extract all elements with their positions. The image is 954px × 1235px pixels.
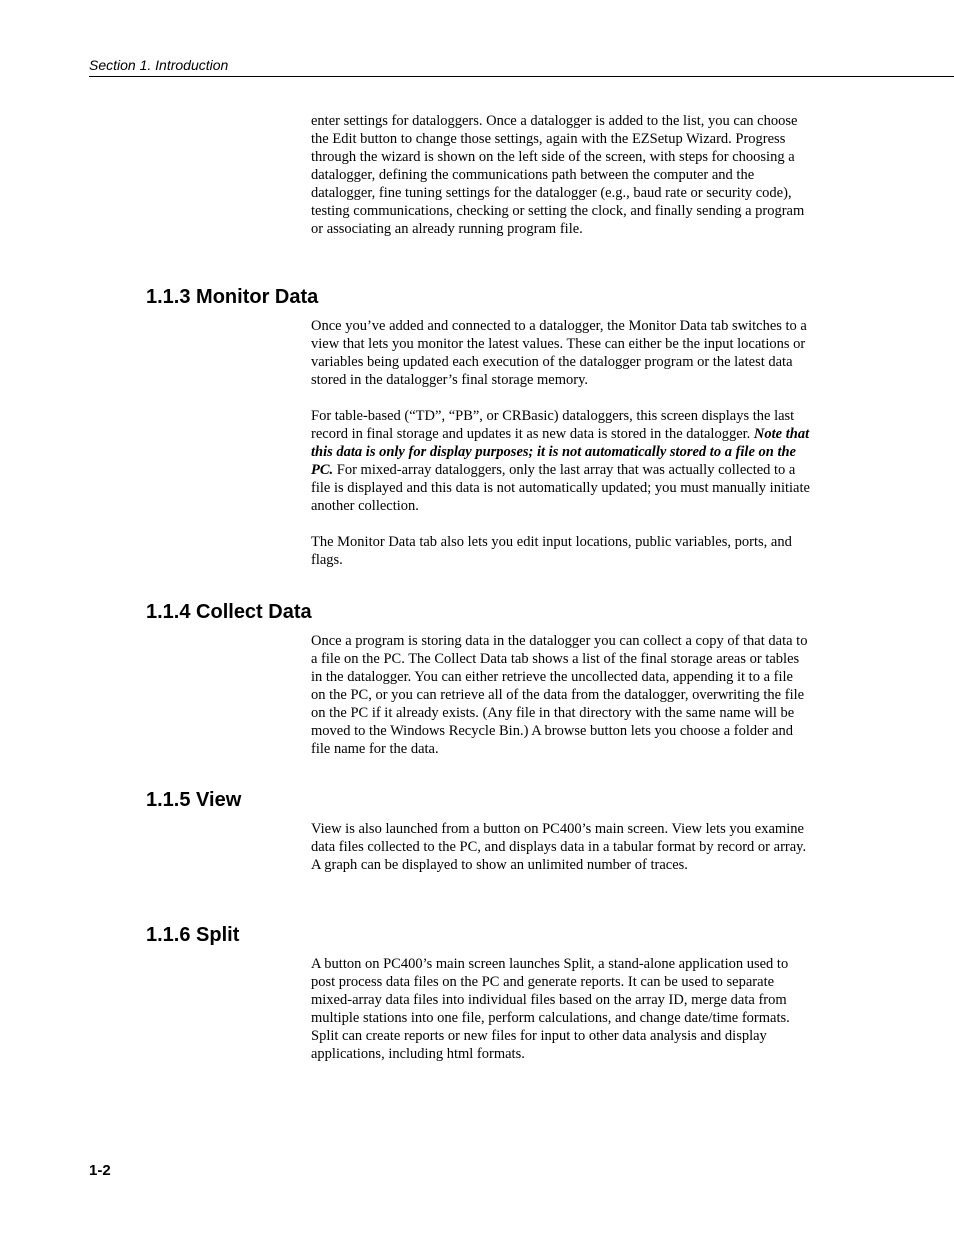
section-collect-data [146,600,811,758]
collect-data-paragraph-1: Once a program is storing data in the datalogger you can collect a copy of that data to a file on the PC. The Collect Data tab shows a list of the final storage areas or tables in the datalogger. You can either retrieve the uncollected data, appending it to a file on the PC, or you can retrieve all of the data from the datalogger, overwriting the file on the PC if it already exists. (Any file in that directory with the same name will be moved to the Windows Recycle Bin.) A browse button lets you choose a folder and file name for the data. [311,633,808,757]
section-heading-collect-data: 1.1.4 Collect Data [146,601,312,623]
monitor-data-p2-text-before: For table-based (“TD”, “PB”, or CRBasic) dataloggers, this screen displays the last record in final storage and updates it as new data is stored in the datalogger. [311,408,795,442]
monitor-data-p2-text-after: For mixed-array dataloggers, only the last array that was actually collected to a file is displayed and this data is not automatically updated; you must manually initiate another collection. [311,462,810,514]
section-heading-monitor-data: 1.1.3 Monitor Data [146,286,319,308]
view-paragraph-1: View is also launched from a button on PC400’s main screen. View lets you examine data files collected to the PC, and displays data in a tabular format by record or array. A graph can be displayed to show an unlimited number of traces. [311,821,807,873]
page-number: 1-2 [89,1162,111,1179]
section-monitor-data [146,285,811,569]
monitor-data-paragraph-1: Once you’ve added and connected to a datalogger, the Monitor Data tab switches to a view that lets you monitor the latest values. These can either be the input locations or variables being updated each execution of the datalogger program or the latest data stored in the datalogger’s final storage memory. [311,318,807,388]
split-paragraph-1: A button on PC400’s main screen launches Split, a stand-alone application used to post process data files on the PC and generate reports. It can be used to separate mixed-array data files into individual files based on the array ID, merge data from multiple stations into one file, perform calculations, and change date/time formats. Split can create reports or new files for input to other data analysis and display applications, including html formats. [311,956,790,1062]
section-split [146,923,811,1063]
section-body-monitor-data [311,317,811,569]
section-heading-split: 1.1.6 Split [146,924,240,946]
section-body-split [311,955,811,1063]
monitor-data-p2-emphasis: Note that this data is only for display purposes; it is not automatically stored to a file on the PC. [311,426,810,478]
intro-paragraph [311,112,811,238]
section-view [146,788,811,874]
monitor-data-paragraph-3: The Monitor Data tab also lets you edit input locations, public variables, ports, and flags. [311,534,792,568]
section-body-collect-data [311,632,811,758]
section-heading-view: 1.1.5 View [146,789,242,811]
running-header: Section 1. Introduction [89,57,229,73]
section-body-view [311,820,811,874]
intro-text: enter settings for dataloggers. Once a datalogger is added to the list, you can choose the Edit button to change those settings, again with the EZSetup Wizard. Progress through the wizard is shown on the left side of the screen, with steps for choosing a datalogger, defining the communications path between the computer and the datalogger, fine tuning settings for the datalogger (e.g., baud rate or security code), testing communications, checking or setting the clock, and finally sending a program or associating an already running program file. [311,113,805,237]
monitor-data-paragraph-2 [311,407,811,515]
page-header [89,56,954,77]
